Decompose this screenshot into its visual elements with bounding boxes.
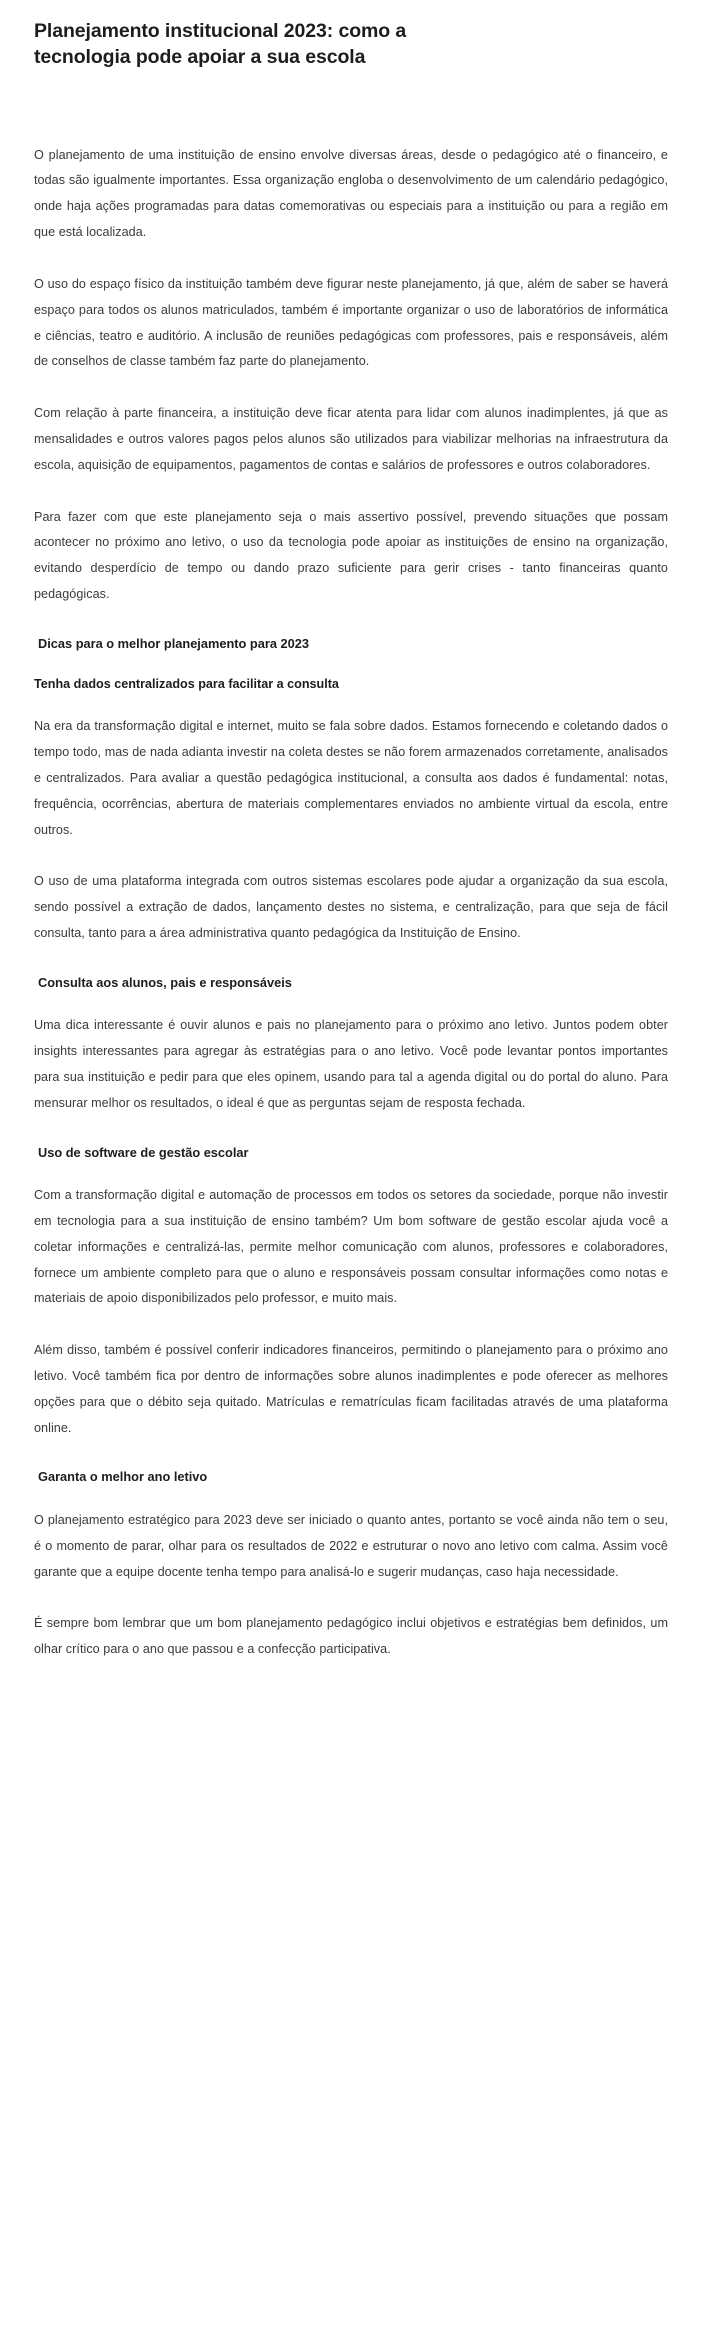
paragraph-closing: É sempre bom lembrar que um bom planejamento pedagógico inclui objetivos e estratégias bem definidos, um olhar crítico para o ano que passou e a confecção participativa. bbox=[34, 1616, 668, 1657]
paragraph-financial-indicators: Além disso, também é possível conferir indicadores financeiros, permitindo o planejamento para o próximo ano letivo. Você também fica por dentro de informações sobre alunos inadimplentes e pode oferecer as melhores opções para que o débito seja quitado. Matrículas e rematrículas ficam facilitadas através de uma plataforma online. bbox=[34, 1343, 668, 1435]
heading-centralized-data: Tenha dados centralizados para facilitar a consulta bbox=[34, 677, 339, 692]
paragraph-physical-space: O uso do espaço físico da instituição também deve figurar neste planejamento, já que, além de saber se haverá espaço para todos os alunos matriculados, também é importante organizar o uso de laboratórios de informática e ciências, teatro e auditório. A inclusão de reuniões pedagógicas com professores, pais e responsáveis, além de conselhos de classe também faz parte do planejamento. bbox=[34, 276, 668, 369]
heading-guarantee: Garanta o melhor ano letivo bbox=[38, 1469, 208, 1485]
paragraph-data-era: Na era da transformação digital e internet, muito se fala sobre dados. Estamos fornecendo e coletando dados o tempo todo, mas de nada adianta investir na coleta destes se não forem armazenados corretamente, analisados e centralizados. Para avaliar a questão pedagógica institucional, a consulta aos dados é fundamental: notas, frequência, ocorrências, abertura de materiais complementares enviados no ambiente virtual da escola, entre outros. bbox=[34, 719, 668, 837]
heading-software: Uso de software de gestão escolar bbox=[38, 1144, 249, 1160]
paragraph-technology: Para fazer com que este planejamento seja o mais assertivo possível, prevendo situações que possam acontecer no próximo ano letivo, o uso da tecnologia pode apoiar as instituições de ensino na organização, evitando desperdício de tempo ou dando prazo suficiente para gerir crises - tanto financeiras quanto pedagógicas. bbox=[34, 509, 668, 601]
paragraph-strategic-planning: O planejamento estratégico para 2023 deve ser iniciado o quanto antes, portanto se você ainda não tem o seu, é o momento de parar, olhar para os resultados de 2022 e estruturar o novo ano letivo com calma. Assim você garante que a equipe docente tenha tempo para analisá-lo e sugerir mudanças, caso haja necessidade. bbox=[34, 1512, 668, 1579]
paragraph-listening: Uma dica interessante é ouvir alunos e pais no planejamento para o próximo ano letivo. Juntos podem obter insights interessantes para agregar às estratégias para o ano letivo. Você pode levantar pontos importantes para sua instituição e pedir para que eles opinem, usando para tal a agenda digital ou do portal do aluno. Para mensurar melhor os resultados, o ideal é que as perguntas sejam de resposta fechada. bbox=[34, 1018, 668, 1110]
heading-consultation: Consulta aos alunos, pais e responsáveis bbox=[38, 974, 292, 990]
title-spacer bbox=[34, 81, 668, 143]
paragraph-management-software: Com a transformação digital e automação de processos em todos os setores da sociedade, porque não investir em tecnologia para a sua instituição de ensino também? Um bom software de gestão escolar ajuda você a coletar informações e centralizá-las, permite melhor comunicação com alunos, professores e colaboradores, fornece um ambiente completo para que o aluno e responsáveis possam consultar informações como notas e materiais de apoio disponibilizados pelo professor, e muito mais. bbox=[34, 1188, 668, 1306]
paragraph-intro: O planejamento de uma instituição de ensino envolve diversas áreas, desde o pedagógico até o financeiro, e todas são igualmente importantes. Essa organização engloba o desenvolvimento de um calendário pedagógico, onde haja ações programadas para datas comemorativas ou especiais para a instituição ou para a região em que está localizada. bbox=[34, 147, 668, 240]
heading-tips: Dicas para o melhor planejamento para 2023 bbox=[38, 635, 309, 651]
paragraph-integrated-platform: O uso de uma plataforma integrada com outros sistemas escolares pode ajudar a organização da sua escola, sendo possível a extração de dados, lançamento destes no sistema, e centralização, para que seja de fácil consulta, tanto para a área administrativa quanto pedagógica da Instituição de Ensino. bbox=[34, 874, 668, 941]
paragraph-finance: Com relação à parte financeira, a instituição deve ficar atenta para lidar com alunos inadimplentes, já que as mensalidades e outros valores pagos pelos alunos são utilizados para viabilizar melhorias na infraestrutura da escola, aquisição de equipamentos, pagamentos de contas e salários de professores e outros colaboradores. bbox=[34, 406, 668, 472]
page-title: Planejamento institucional 2023: como a tecnologia pode apoiar a sua escola bbox=[34, 20, 407, 69]
